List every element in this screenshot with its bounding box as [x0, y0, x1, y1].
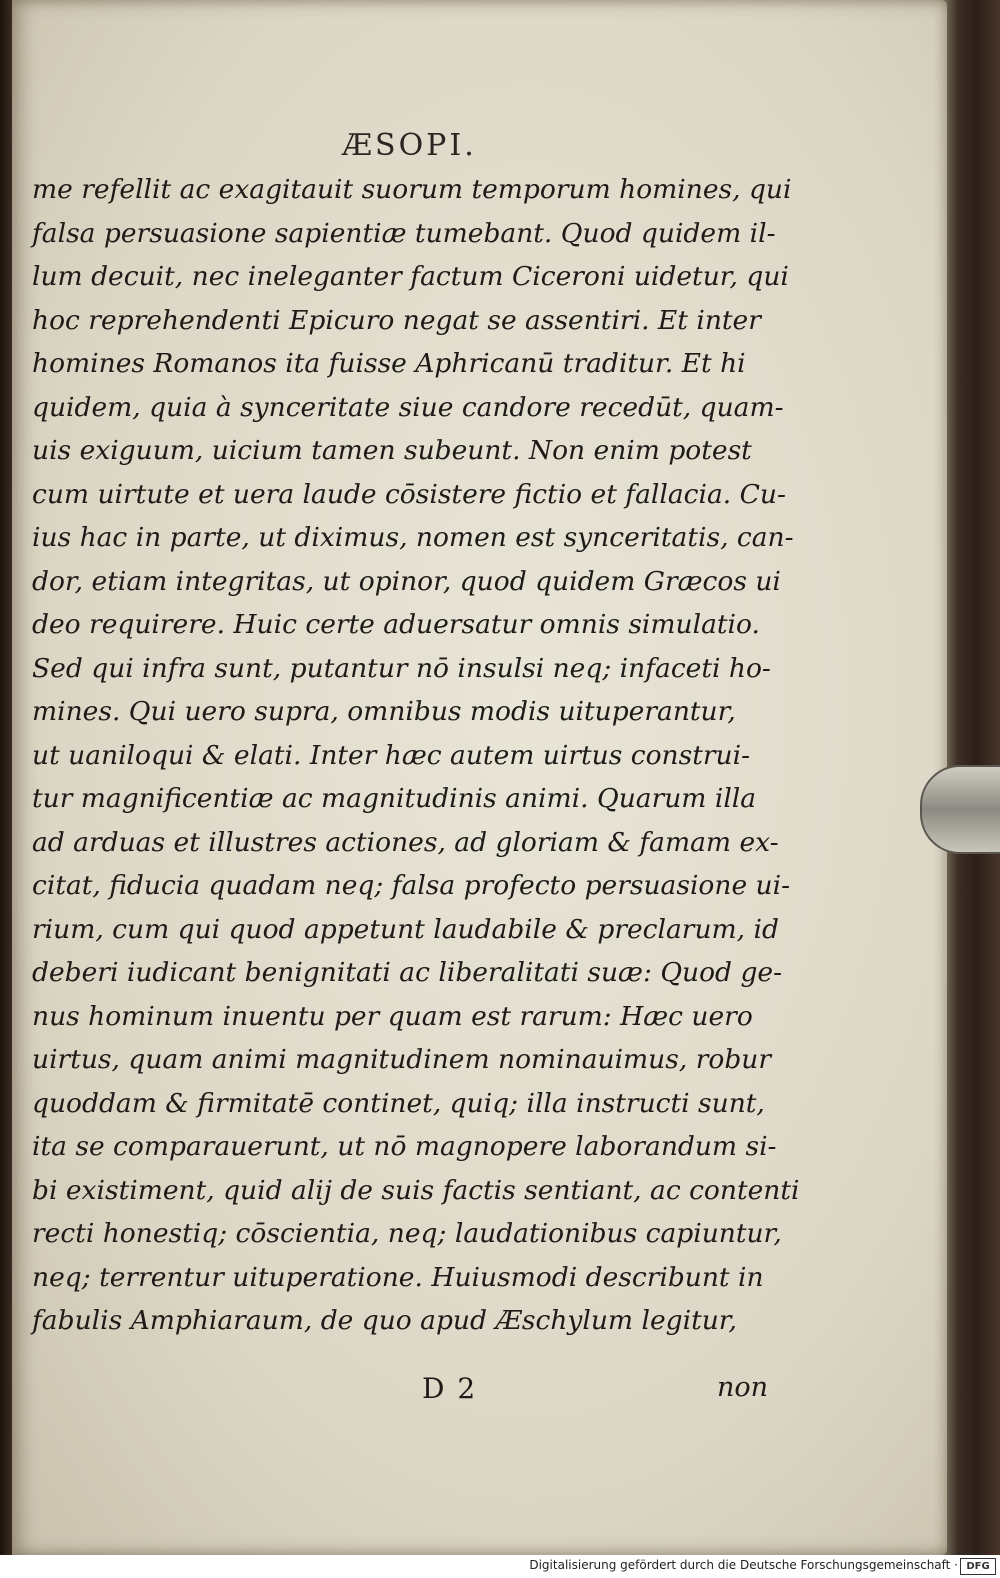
text-line: ius hac in parte, ut diximus, nomen est synceritatis, can-	[32, 522, 794, 553]
text-line: mines. Qui uero supra, omnibus modis uituperantur,	[32, 696, 736, 727]
running-head: ÆSOPI.	[342, 128, 477, 163]
catchword: non	[717, 1372, 769, 1403]
text-line: rium, cum qui quod appetunt laudabile & preclarum, id	[32, 913, 779, 945]
text-line: deo requirere. Huic certe aduersatur omnis simulatio.	[32, 609, 760, 640]
text-line: neq; terrentur uituperatione. Huiusmodi describunt in	[32, 1261, 764, 1293]
text-line: quoddam & firmitatē continet, quiq; illa instructi sunt,	[32, 1087, 765, 1119]
text-block	[32, 168, 802, 1343]
text-line: recti honestiq; cōscientia, neq; laudationibus capiuntur,	[32, 1218, 782, 1249]
text-line: me refellit ac exagitauit suorum temporum homines, qui	[32, 174, 792, 205]
text-line: uirtus, quam animi magnitudinem nominauimus, robur	[32, 1044, 772, 1075]
book-page	[12, 0, 947, 1555]
text-line: ut uaniloqui & elati. Inter hæc autem uirtus construi-	[32, 739, 751, 771]
text-line: ad arduas et illustres actiones, ad gloriam & famam ex-	[32, 826, 779, 858]
text-line: nus hominum inuentu per quam est rarum: Hæc uero	[32, 1000, 753, 1032]
text-line: cum uirtute et uera laude cōsistere fictio et fallacia. Cu-	[32, 478, 786, 510]
text-line: fabulis Amphiaraum, de quo apud Æschylum legitur,	[32, 1305, 737, 1336]
text-line: citat, fiducia quadam neq; falsa profecto persuasione ui-	[32, 870, 791, 901]
footer-bar	[0, 1555, 1000, 1578]
dfg-logo-icon: DFG	[960, 1558, 996, 1575]
signature-mark: D 2	[422, 1372, 478, 1405]
text-line: bi existiment, quid alij de suis factis sentiant, ac contenti	[32, 1174, 800, 1206]
text-line: quidem, quia à synceritate siue candore recedūt, quam-	[32, 391, 784, 423]
text-line: hoc reprehendenti Epicuro negat se assentiri. Et inter	[32, 304, 761, 336]
text-line: uis exiguum, uicium tamen subeunt. Non enim potest	[32, 435, 752, 466]
text-line: ita se comparauerunt, ut nō magnopere laborandum si-	[32, 1131, 777, 1162]
book-clasp	[920, 765, 1000, 854]
footer-credit: Digitalisierung gefördert durch die Deutsche Forschungsgemeinschaft ·	[529, 1558, 958, 1572]
text-line: Sed qui infra sunt, putantur nō insulsi neq; infaceti ho-	[32, 652, 771, 684]
text-line: lum decuit, nec ineleganter factum Ciceroni uidetur, qui	[32, 261, 789, 292]
text-line: tur magnificentiæ ac magnitudinis animi. Quarum illa	[32, 783, 757, 814]
text-line: homines Romanos ita fuisse Aphricanū traditur. Et hi	[32, 348, 746, 379]
text-line: deberi iudicant benignitati ac liberalitati suæ: Quod ge-	[32, 957, 783, 988]
text-line: dor, etiam integritas, ut opinor, quod quidem Græcos ui	[32, 565, 781, 597]
text-line: falsa persuasione sapientiæ tumebant. Quod quidem il-	[32, 217, 776, 249]
